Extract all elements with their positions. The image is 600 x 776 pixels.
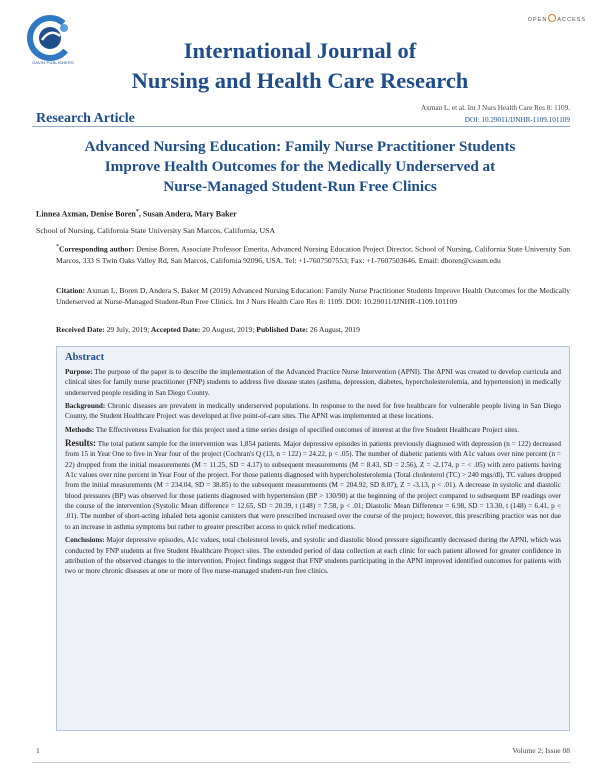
- corresponding-mark-2: *: [56, 244, 59, 250]
- corresponding-label: Corresponding author:: [59, 244, 135, 254]
- title-line-3: Nurse-Managed Student-Run Free Clinics: [163, 178, 437, 195]
- citation-text: Axman L, Boren D, Andera S, Baker M (2019) Advanced Nursing Education: Family Nurse Practitioner Students Improve Health Outcomes for the Medically Underserved at Nurse-Managed Student-Run Free Clinics. Int J Nurs Health Care Res 8: 1109. DOI: 10.29011/IJNHR-1109.101109: [56, 286, 570, 306]
- results-label: Results:: [65, 438, 96, 449]
- short-citation: [421, 102, 570, 126]
- abstract-box: [56, 346, 570, 731]
- conclusions-label: Conclusions:: [65, 536, 105, 545]
- journal-title: [0, 36, 600, 96]
- purpose-label: Purpose:: [65, 368, 93, 376]
- abstract-background: [65, 401, 561, 422]
- background-text: Chronic diseases are prevalent in medically underserved populations. In response to the need for free healthcare for vulnerable people living in San Diego County, the Student Healthcare Project was developed at five point-of-care sites. The APNI was implemented at these locations.: [65, 402, 561, 421]
- abstract-conclusions: [65, 535, 561, 576]
- authors-after: , Susan Andera, Mary Baker: [138, 209, 237, 219]
- open-access-badge: [528, 14, 586, 23]
- citation-label: Citation:: [56, 286, 86, 295]
- article-type: Research Article: [36, 111, 135, 126]
- conclusions-text: Major depressive episodes, A1c values, total cholesterol levels, and systolic and diastolic blood pressure significantly decreased during the APNI, which was conducted by FNP students at five Student Healthcare Project sites. The extended period of data collection at each clinic for each patient allowed for greater confidence in attribution of the observed changes to the intervention. Project findings suggest that FNP students participating in the APNI improved identified outcomes for patients with two or more chronic diseases at one or more of five nurse-managed student-run free clinics.: [65, 536, 561, 576]
- author-list: [36, 209, 237, 219]
- short-citation-text: Axman L, et al. Int J Nurs Health Care Res 8: 1109.: [420, 104, 570, 112]
- title-line-1: Advanced Nursing Education: Family Nurse Practitioner Students: [84, 138, 516, 155]
- volume-issue: Volume 2; Issue 08: [512, 746, 570, 755]
- purpose-text: The purpose of the paper is to describe the implementation of the Advanced Practice Nurse Intervention (APNI). The APNI was created to develop curricula and clinical sites for family nurse practitioner (FNP) students to address five disease states (asthma, depression, diabetes, hypercholesterolemia, and hypertension) in medically underserved people residing in San Diego County.: [65, 368, 561, 397]
- methods-label: Methods:: [65, 425, 95, 434]
- doi-link[interactable]: DOI: 10.29011/IJNHR-1109.101109: [464, 116, 570, 124]
- open-access-lock-icon: [548, 14, 556, 22]
- methods-text: The Effectiveness Evaluation for this project used a time series design of specified outcomes of interest at the five Student Healthcare Project sites.: [94, 425, 520, 434]
- title-line-2: Improve Health Outcomes for the Medically Underserved at: [104, 158, 496, 175]
- journal-title-line-1: International Journal of: [183, 38, 417, 63]
- footer-divider: [32, 762, 570, 763]
- background-label: Background:: [65, 402, 106, 411]
- abstract-heading: Abstract: [65, 352, 105, 363]
- authors-before: Linnea Axman, Denise Boren: [36, 209, 136, 219]
- header-divider: [32, 126, 570, 127]
- article-title: [20, 137, 580, 197]
- published-date: 26 August, 2019: [308, 325, 360, 334]
- abstract-methods: [65, 425, 561, 435]
- abstract-body: [65, 367, 561, 577]
- open-access-pre: OPEN: [527, 17, 548, 23]
- affiliation: School of Nursing, California State University San Marcos, California, USA: [36, 226, 276, 235]
- journal-title-line-2: Nursing and Health Care Research: [131, 68, 469, 93]
- abstract-purpose: [65, 367, 561, 398]
- citation: [56, 285, 570, 307]
- logo-caption: GAVIN PUBLISHERS: [32, 60, 74, 65]
- abstract-results: [65, 438, 561, 532]
- article-dates: [56, 324, 570, 335]
- accepted-date: 20 August, 2019;: [200, 325, 255, 334]
- received-date: 29 July, 2019;: [104, 325, 150, 334]
- received-label: Received Date:: [56, 325, 105, 334]
- corresponding-mark: *: [135, 209, 139, 215]
- results-text: The total patient sample for the intervention was 1,854 patients. Major depressive episodes in patients previously diagnosed with depression (n = 122) decreased from 15 in Year One to five in Year four of the project (Cochran's Q (13, n = 122) = 24.22, p < .05). The number of diabetic patients with A1c values over nine percent (n = 22) dropped from the initial measurements (M = 11.25, SD = 4.17) to subsequent measurements (M = 8.43, SD = 2.56), Z = -2.174, p = < .05) with zero patients having A1c values over nine percent in Year Four of the project. For those patients diagnosed with hypercholesterolemia (Total cholesterol (TC) > 240 mgs/dl), TC values dropped from the initial measurements (M = 234.04, SD = 38.85) to the subsequent measurements (M = 204.92, SD 8.07), Z = -3.13, p < .01). A decrease in systolic and diastolic blood pressures (BP) was observed for those patients diagnosed with hypertension (BP > 130/90) at the beginning of the project compared to subsequent BP readings over the course of the intervention (Systolic Mean difference = 12.65, SD = 20.39, t (148) = 7.58, p < .01; Diastolic Mean Difference = 6.98, SD = 13.30, t (148) = 6.41, p < .01). The number of short-acting inhaled beta agonist canisters that were prescribed increased over the course of the project; however, this prescribing practice was not due to an increase in asthma symptoms but rather to greater prescriber access to quick relief medications.: [65, 440, 561, 531]
- accepted-label: Accepted Date:: [149, 325, 201, 334]
- corresponding-author: [56, 242, 570, 266]
- corresponding-text: Denise Boren, Associate Professor Emerita, Advanced Nursing Education Project Director, School of Nursing, California State University San Marcos, 333 S Twin Oaks Valley Rd, San Marcos, California 92096, USA. Tel: +1-7607507553; Fax: +1-7607503646. Email: dboren@csusm.edu: [56, 244, 570, 265]
- page-number: 1: [36, 746, 40, 755]
- published-label: Published Date:: [254, 325, 308, 334]
- open-access-post: ACCESS: [557, 17, 586, 23]
